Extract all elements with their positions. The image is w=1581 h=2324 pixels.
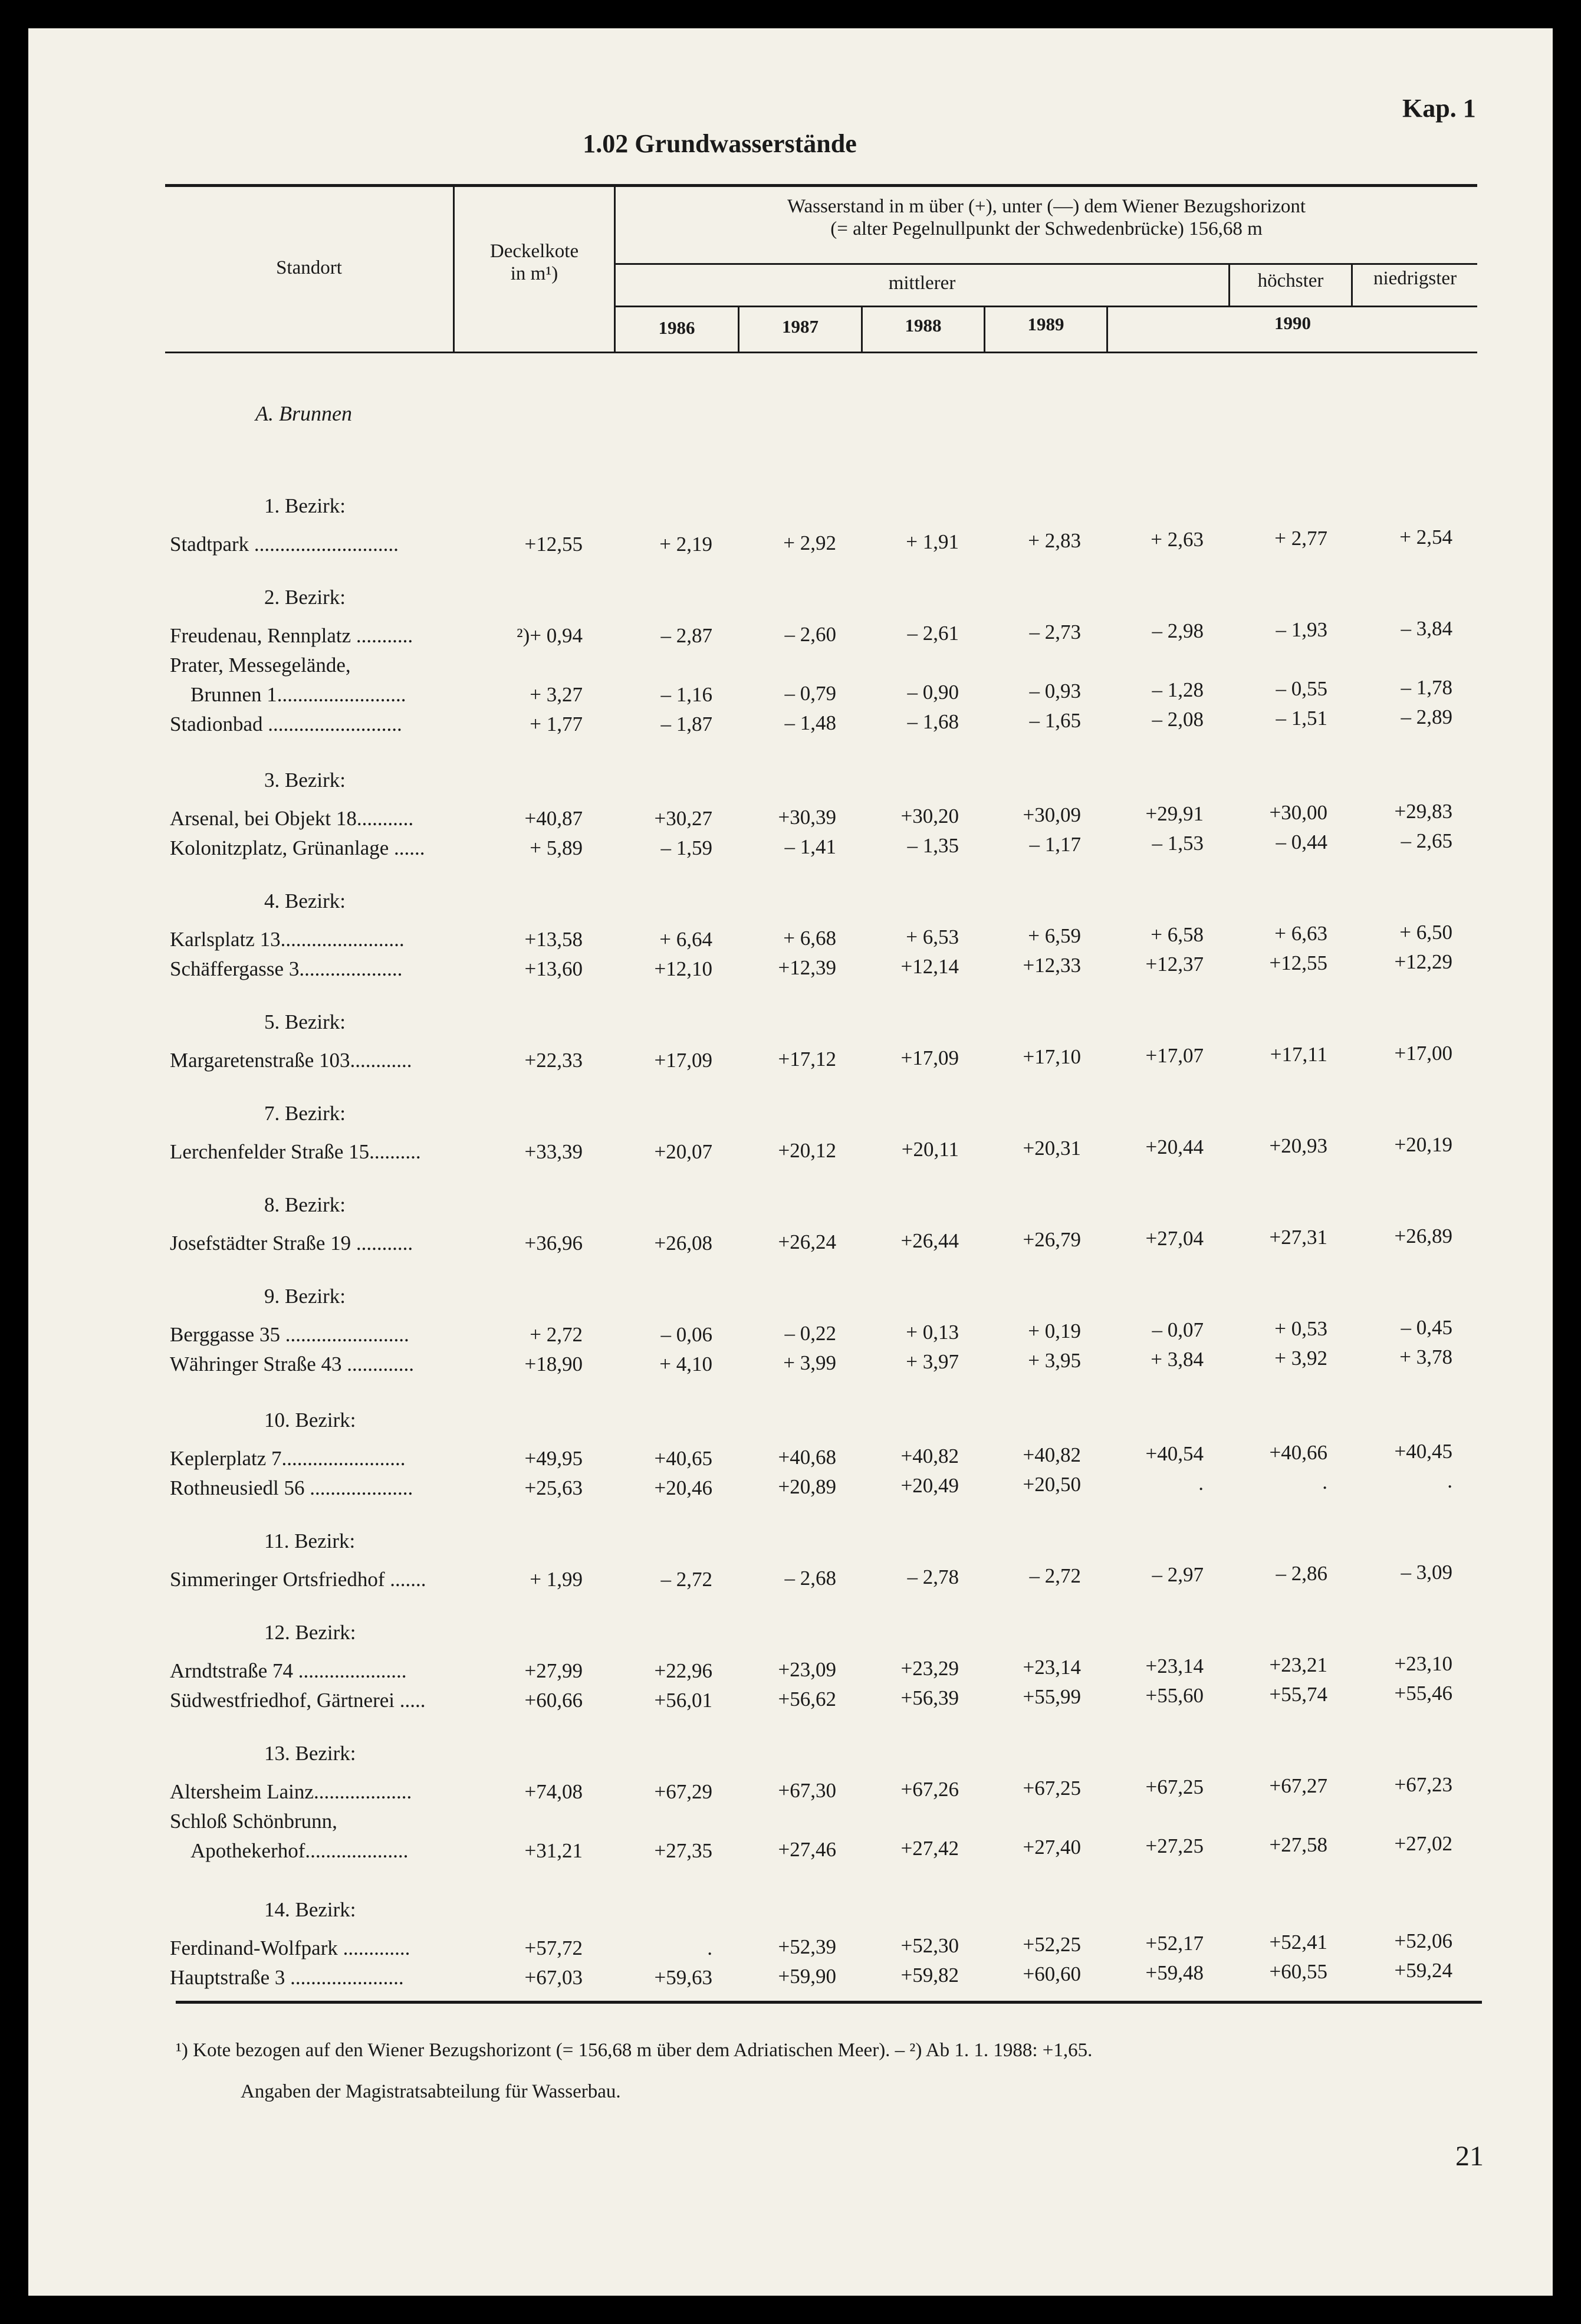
- water-level-value: – 2,08: [1152, 708, 1204, 731]
- water-level-value: – 3,84: [1401, 617, 1452, 640]
- water-level-value: – 1,17: [1029, 833, 1081, 856]
- location-name: Lerchenfelder Straße 15..........: [170, 1140, 421, 1163]
- deckelkote-value: +27,99: [524, 1659, 583, 1682]
- district-label: 10. Bezirk:: [264, 1409, 356, 1432]
- water-level-value: – 1,93: [1276, 618, 1327, 641]
- water-level-value: +67,25: [1145, 1775, 1204, 1798]
- page-title: 1.02 Grundwasserstände: [583, 129, 857, 158]
- header-standort: Standort: [276, 257, 342, 278]
- water-level-value: +26,89: [1394, 1225, 1452, 1248]
- header-year-1990: 1990: [1274, 313, 1311, 333]
- water-level-value: – 1,53: [1152, 832, 1204, 855]
- water-level-value: – 2,68: [784, 1567, 836, 1590]
- district-label: 1. Bezirk:: [264, 494, 346, 517]
- water-level-value: +67,27: [1269, 1774, 1327, 1797]
- water-level-value: +12,10: [654, 957, 712, 980]
- water-level-value: +52,06: [1394, 1929, 1452, 1952]
- water-level-value: +52,41: [1269, 1931, 1327, 1954]
- location-name: Freudenau, Rennplatz ...........: [170, 624, 413, 647]
- water-level-value: – 1,35: [907, 834, 959, 857]
- district-label: 13. Bezirk:: [264, 1742, 356, 1765]
- water-level-value: +12,37: [1145, 953, 1204, 976]
- water-level-value: – 2,72: [1029, 1564, 1081, 1587]
- document-page: [28, 28, 1553, 2296]
- section-label: A. Brunnen: [255, 402, 352, 425]
- water-level-value: +40,82: [900, 1445, 959, 1468]
- location-name: Arndtstraße 74 .....................: [170, 1659, 407, 1682]
- water-level-value: – 1,51: [1276, 707, 1327, 730]
- location-name: Apothekerhof....................: [190, 1839, 409, 1862]
- water-level-value: + 3,84: [1151, 1348, 1204, 1371]
- location-name: Stadtpark ............................: [170, 533, 399, 556]
- water-level-value: – 2,87: [660, 624, 712, 647]
- deckelkote-value: + 3,27: [530, 683, 583, 706]
- water-level-value: +20,50: [1023, 1473, 1081, 1496]
- deckelkote-value: +12,55: [524, 533, 583, 556]
- water-level-value: +59,24: [1394, 1959, 1452, 1982]
- location-name: Prater, Messegelände,: [170, 654, 351, 677]
- water-level-value: +52,30: [900, 1934, 959, 1957]
- header-mittlerer: mittlerer: [888, 273, 956, 294]
- district-label: 11. Bezirk:: [264, 1529, 356, 1552]
- location-name: Stadionbad ..........................: [170, 713, 402, 736]
- water-level-value: +30,39: [778, 806, 836, 829]
- water-level-value: +52,39: [778, 1935, 836, 1958]
- water-level-value: +40,54: [1145, 1442, 1204, 1465]
- header-deckelkote-unit: in m¹): [510, 263, 558, 284]
- water-level-value: +27,04: [1145, 1227, 1204, 1250]
- deckelkote-value: +36,96: [524, 1232, 583, 1255]
- water-level-value: +55,74: [1269, 1683, 1327, 1706]
- water-level-value: – 2,89: [1401, 705, 1452, 728]
- water-level-value: – 2,72: [660, 1568, 712, 1591]
- water-level-value: +29,83: [1394, 800, 1452, 823]
- water-level-value: +27,02: [1394, 1832, 1452, 1855]
- water-level-value: .: [1198, 1472, 1204, 1495]
- water-level-value: +17,00: [1394, 1042, 1452, 1065]
- water-level-value: +40,82: [1023, 1443, 1081, 1466]
- header-hoechster: höchster: [1257, 270, 1324, 291]
- water-level-value: +26,08: [654, 1232, 712, 1255]
- water-level-value: +23,14: [1145, 1655, 1204, 1678]
- water-level-value: +40,45: [1394, 1440, 1452, 1463]
- water-level-value: +27,25: [1145, 1834, 1204, 1857]
- water-level-value: +29,91: [1145, 802, 1204, 825]
- header-wasserstand: Wasserstand in m über (+), unter (—) dem Wiener Bezugshorizont: [787, 196, 1306, 217]
- water-level-value: – 2,73: [1029, 621, 1081, 644]
- water-level-value: – 3,09: [1401, 1561, 1452, 1584]
- water-level-value: – 2,97: [1152, 1563, 1204, 1586]
- water-level-value: +20,19: [1394, 1133, 1452, 1156]
- deckelkote-value: +25,63: [524, 1476, 583, 1499]
- water-level-value: + 4,10: [659, 1353, 712, 1376]
- water-level-value: .: [1447, 1469, 1452, 1492]
- location-name: Währinger Straße 43 .............: [170, 1353, 415, 1376]
- water-level-value: +20,12: [778, 1139, 836, 1162]
- location-name: Hauptstraße 3 ......................: [170, 1966, 404, 1989]
- water-level-value: +52,17: [1145, 1932, 1204, 1955]
- water-level-value: +20,07: [654, 1140, 712, 1163]
- water-level-value: +40,68: [778, 1446, 836, 1469]
- location-name: Kolonitzplatz, Grünanlage ......: [170, 836, 425, 859]
- water-level-value: +22,96: [654, 1659, 712, 1682]
- water-level-value: +27,58: [1269, 1833, 1327, 1856]
- water-level-value: +17,09: [654, 1049, 712, 1072]
- water-level-value: +30,00: [1269, 801, 1327, 824]
- header-year: 1988: [905, 315, 942, 336]
- water-level-value: – 1,48: [784, 711, 836, 734]
- water-level-value: – 1,68: [907, 710, 959, 733]
- water-level-value: +12,33: [1023, 954, 1081, 977]
- water-level-value: +20,89: [778, 1475, 836, 1498]
- deckelkote-value: + 1,77: [530, 713, 583, 736]
- water-level-value: + 0,19: [1028, 1319, 1081, 1342]
- header-deckelkote: Deckelkote: [489, 241, 579, 262]
- water-level-value: +27,40: [1023, 1836, 1081, 1859]
- water-level-value: +30,20: [900, 805, 959, 828]
- water-level-value: + 3,97: [906, 1350, 959, 1373]
- water-level-value: +55,99: [1023, 1685, 1081, 1708]
- water-level-value: +12,55: [1269, 951, 1327, 974]
- water-level-value: – 0,55: [1276, 677, 1327, 700]
- water-level-value: +20,44: [1145, 1135, 1204, 1158]
- water-level-value: – 1,65: [1029, 709, 1081, 732]
- deckelkote-value: +74,08: [524, 1780, 583, 1803]
- water-level-value: +17,09: [900, 1046, 959, 1069]
- location-name: Josefstädter Straße 19 ...........: [170, 1232, 413, 1255]
- location-name: Südwestfriedhof, Gärtnerei .....: [170, 1689, 426, 1712]
- water-level-value: +23,09: [778, 1658, 836, 1681]
- water-level-value: +56,01: [654, 1689, 712, 1712]
- water-level-value: +60,60: [1023, 1962, 1081, 1985]
- water-level-value: +67,23: [1394, 1773, 1452, 1796]
- water-level-value: – 0,45: [1401, 1316, 1452, 1339]
- location-name: Altersheim Lainz...................: [170, 1780, 412, 1803]
- water-level-value: – 0,44: [1276, 831, 1327, 854]
- water-level-value: +12,39: [778, 956, 836, 979]
- water-level-value: – 0,90: [907, 681, 959, 704]
- water-level-value: + 6,59: [1028, 924, 1081, 947]
- location-name: Schloß Schönbrunn,: [170, 1810, 337, 1833]
- location-name: Simmeringer Ortsfriedhof .......: [170, 1568, 426, 1591]
- water-level-value: +56,39: [900, 1686, 959, 1709]
- district-label: 14. Bezirk:: [264, 1898, 356, 1921]
- water-level-value: +40,66: [1269, 1441, 1327, 1464]
- water-level-value: – 2,61: [907, 622, 959, 645]
- water-level-value: – 1,78: [1401, 676, 1452, 699]
- deckelkote-value: +31,21: [524, 1839, 583, 1862]
- water-level-value: +12,29: [1394, 950, 1452, 973]
- water-level-value: – 1,59: [660, 836, 712, 859]
- deckelkote-value: +60,66: [524, 1689, 583, 1712]
- deckelkote-value: ²)+ 0,94: [517, 624, 583, 647]
- deckelkote-value: + 1,99: [530, 1568, 583, 1591]
- deckelkote-value: +22,33: [524, 1049, 583, 1072]
- water-level-value: + 0,53: [1274, 1317, 1327, 1340]
- water-level-value: +52,25: [1023, 1933, 1081, 1956]
- page-number: 21: [1455, 2141, 1484, 2172]
- water-level-value: – 0,93: [1029, 680, 1081, 703]
- water-level-value: + 0,13: [906, 1321, 959, 1344]
- water-level-value: +17,10: [1023, 1045, 1081, 1068]
- water-level-value: – 2,98: [1152, 619, 1204, 642]
- water-level-value: + 3,78: [1399, 1345, 1452, 1368]
- deckelkote-value: + 5,89: [530, 836, 583, 859]
- water-level-value: +20,31: [1023, 1137, 1081, 1160]
- water-level-value: +55,46: [1394, 1682, 1452, 1705]
- water-level-value: + 2,83: [1028, 529, 1081, 552]
- water-level-value: +30,27: [654, 807, 712, 830]
- district-label: 8. Bezirk:: [264, 1193, 346, 1216]
- water-level-value: +23,29: [900, 1657, 959, 1680]
- water-level-value: + 2,19: [659, 533, 712, 556]
- header-bottom-rule: [165, 352, 1477, 353]
- district-label: 4. Bezirk:: [264, 889, 346, 912]
- water-level-value: + 1,91: [906, 530, 959, 553]
- water-level-value: + 2,63: [1151, 528, 1204, 551]
- water-level-value: +27,46: [778, 1838, 836, 1861]
- table-bottom-rule: [176, 2001, 1482, 2004]
- water-level-value: +26,24: [778, 1230, 836, 1253]
- water-level-value: – 2,65: [1401, 829, 1452, 852]
- water-level-value: + 6,63: [1274, 922, 1327, 945]
- water-level-value: +12,14: [900, 955, 959, 978]
- water-level-value: +17,07: [1145, 1044, 1204, 1067]
- water-level-value: – 1,16: [660, 683, 712, 706]
- footnote: ¹) Kote bezogen auf den Wiener Bezugshorizont (= 156,68 m über dem Adriatischen Meer). – ²) Ab 1. 1. 1988: +1,65.: [176, 2040, 1093, 2061]
- header-year: 1989: [1027, 314, 1064, 334]
- water-level-value: + 3,92: [1274, 1347, 1327, 1370]
- location-name: Margaretenstraße 103............: [170, 1049, 412, 1072]
- deckelkote-value: + 2,72: [530, 1323, 583, 1346]
- water-level-value: – 0,06: [660, 1323, 712, 1346]
- water-level-value: – 1,87: [660, 713, 712, 736]
- water-level-value: – 2,60: [784, 623, 836, 646]
- source-note: Angaben der Magistratsabteilung für Wasserbau.: [241, 2081, 621, 2102]
- water-level-value: +67,25: [1023, 1777, 1081, 1800]
- district-label: 12. Bezirk:: [264, 1621, 356, 1644]
- header-wasserstand-note: (= alter Pegelnullpunkt der Schwedenbrücke) 156,68 m: [830, 218, 1263, 239]
- deckelkote-value: +33,39: [524, 1140, 583, 1163]
- location-name: Arsenal, bei Objekt 18...........: [170, 807, 414, 830]
- header-niedrigster: niedrigster: [1373, 268, 1457, 289]
- water-level-value: +30,09: [1023, 803, 1081, 826]
- water-level-value: – 0,22: [784, 1322, 836, 1345]
- water-level-value: +23,21: [1269, 1653, 1327, 1676]
- water-level-value: + 2,92: [783, 531, 836, 554]
- water-level-value: + 2,54: [1399, 526, 1452, 549]
- deckelkote-value: +13,60: [524, 957, 583, 980]
- water-level-value: +55,60: [1145, 1684, 1204, 1707]
- water-level-value: +23,10: [1394, 1652, 1452, 1675]
- water-level-value: +67,26: [900, 1778, 959, 1801]
- water-level-value: +59,82: [900, 1964, 959, 1987]
- water-level-value: +27,31: [1269, 1226, 1327, 1249]
- water-level-value: +27,35: [654, 1839, 712, 1862]
- water-level-value: + 3,95: [1028, 1349, 1081, 1372]
- water-level-value: +17,12: [778, 1048, 836, 1071]
- water-level-value: +59,63: [654, 1966, 712, 1989]
- location-name: Berggasse 35 ........................: [170, 1323, 409, 1346]
- water-level-value: – 0,07: [1152, 1318, 1204, 1341]
- table-top-rule: [165, 184, 1477, 187]
- header-year: 1986: [658, 317, 695, 338]
- chapter-label: Kap. 1: [1402, 94, 1476, 123]
- deckelkote-value: +40,87: [524, 807, 583, 830]
- header-rule-mid: [614, 263, 1477, 265]
- water-level-value: +67,30: [778, 1779, 836, 1802]
- location-name: Karlsplatz 13........................: [170, 928, 405, 951]
- water-level-value: +23,14: [1023, 1656, 1081, 1679]
- water-level-value: +20,49: [900, 1474, 959, 1497]
- water-level-value: +59,48: [1145, 1961, 1204, 1984]
- district-label: 9. Bezirk:: [264, 1285, 346, 1308]
- water-level-value: +26,79: [1023, 1228, 1081, 1251]
- water-level-value: + 6,64: [659, 928, 712, 951]
- location-name: Keplerplatz 7........................: [170, 1447, 406, 1470]
- water-level-value: +17,11: [1270, 1043, 1327, 1066]
- water-level-value: – 0,79: [784, 682, 836, 705]
- water-level-value: +26,44: [900, 1229, 959, 1252]
- header-rule-years: [614, 306, 1477, 307]
- district-label: 7. Bezirk:: [264, 1102, 346, 1125]
- water-level-value: +56,62: [778, 1688, 836, 1711]
- location-name: Ferdinand-Wolfpark .............: [170, 1936, 410, 1959]
- water-level-value: +20,46: [654, 1476, 712, 1499]
- deckelkote-value: +57,72: [524, 1936, 583, 1959]
- district-label: 3. Bezirk:: [264, 769, 346, 792]
- header-year: 1987: [782, 316, 819, 337]
- water-level-value: + 3,99: [783, 1351, 836, 1374]
- water-level-value: .: [707, 1936, 712, 1959]
- water-level-value: +40,65: [654, 1447, 712, 1470]
- water-level-value: – 1,28: [1152, 678, 1204, 701]
- deckelkote-value: +49,95: [524, 1447, 583, 1470]
- water-level-value: + 6,58: [1151, 923, 1204, 946]
- water-level-value: +60,55: [1269, 1960, 1327, 1983]
- water-level-value: – 2,78: [907, 1565, 959, 1588]
- deckelkote-value: +13,58: [524, 928, 583, 951]
- deckelkote-value: +67,03: [524, 1966, 583, 1989]
- water-level-value: + 6,50: [1399, 921, 1452, 944]
- deckelkote-value: +18,90: [524, 1353, 583, 1376]
- location-name: Brunnen 1.........................: [190, 683, 406, 706]
- water-level-value: +27,42: [900, 1837, 959, 1860]
- water-level-value: .: [1322, 1470, 1327, 1493]
- water-level-value: +20,93: [1269, 1134, 1327, 1157]
- water-level-value: – 2,86: [1276, 1562, 1327, 1585]
- water-level-value: + 2,77: [1274, 527, 1327, 550]
- water-level-value: – 1,41: [784, 835, 836, 858]
- district-label: 2. Bezirk:: [264, 586, 346, 609]
- location-name: Rothneusiedl 56 ....................: [170, 1476, 413, 1499]
- water-level-value: + 6,53: [906, 925, 959, 948]
- water-level-value: +59,90: [778, 1965, 836, 1988]
- water-level-value: +20,11: [901, 1138, 959, 1161]
- district-label: 5. Bezirk:: [264, 1010, 346, 1033]
- location-name: Schäffergasse 3....................: [170, 957, 403, 980]
- water-level-value: +67,29: [654, 1780, 712, 1803]
- water-level-value: + 6,68: [783, 927, 836, 950]
